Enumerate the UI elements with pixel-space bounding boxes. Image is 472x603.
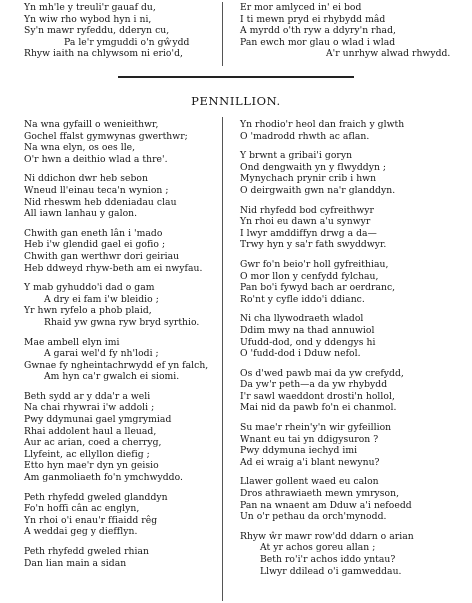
verse-line: A dry ei fam i'w bleidio ;	[44, 293, 159, 305]
verse-line: Yn rhoi o'i enau'r ffiaidd rêg	[24, 514, 158, 526]
verse-line: Na chai rhywrai i'w addoli ;	[24, 402, 155, 414]
verse-line: Sy'n mawr ryfeddu, dderyn cu,	[24, 25, 170, 37]
verse-line: Am ganmoliaeth fo'n ymchwyddo.	[24, 472, 183, 484]
verse-line: Heb i'w glendid gael ei gofio ;	[24, 239, 166, 251]
verse-line: Y mab gyhuddo'i dad o gam	[24, 282, 155, 294]
verse-line: Yn rhoi eu dawn a'u synwyr	[240, 216, 371, 228]
verse-line: Yn mh'le y treuli'r gauaf du,	[24, 2, 156, 13]
verse-line: Rhai addolent haul a lleuad,	[24, 425, 157, 437]
verse-line: Llwyr ddilead o'i gamweddau.	[260, 565, 402, 577]
stanza-gap	[24, 383, 208, 391]
stanza-gap	[24, 484, 208, 492]
verse-line: Gochel ffalst gymwynas gwerthwr;	[24, 130, 188, 142]
top-right-stanza	[240, 2, 450, 60]
verse-line: Chwith gan eneth lân i 'mado	[24, 227, 163, 239]
verse-line: Ro'nt y cyfle iddo'i ddianc.	[240, 293, 365, 305]
right-column	[240, 119, 414, 577]
verse-line: A myrdd o'th ryw a ddyry'n rhad,	[240, 25, 396, 37]
verse-line: O mor llon y cenfydd fylchau,	[240, 270, 379, 282]
verse-line: Mae ambell elyn imi	[24, 336, 120, 348]
verse-line: Am hyn ca'r gwalch ei siomi.	[44, 371, 180, 383]
verse-line: Ad ei wraig a'i blant newynu?	[240, 456, 380, 468]
stanza-gap	[24, 329, 208, 337]
verse-line: Wneud ll'einau teca'n wynion ;	[24, 184, 169, 196]
verse-line: Pan na wnaent am Dduw a'i nefoedd	[240, 499, 412, 511]
section-rule	[118, 76, 354, 78]
verse-line: All iawn lanhau y galon.	[24, 208, 138, 220]
stanza-gap	[24, 274, 208, 282]
verse-line: Chwith gan werthwr dori geiriau	[24, 250, 180, 262]
verse-line: Y brwnt a gribai'i goryn	[240, 150, 353, 162]
verse-line: I ti mewn pryd ei rhybydd mâd	[240, 13, 386, 25]
verse-line: Dan lian main a sidan	[24, 557, 127, 569]
verse-line: Ddim mwy na thad annuwiol	[240, 324, 375, 336]
verse-line: Su mae'r rhein'y'n wir gyfeillion	[240, 422, 392, 434]
verse-line: Etto hyn mae'r dyn yn geisio	[24, 460, 159, 472]
verse-line: Da yw'r peth—a da yw rhybydd	[240, 379, 388, 391]
verse-line: A weddai geg y diefflyn.	[24, 526, 138, 538]
verse-line: Yr hwn ryfelo a phob plaid,	[24, 305, 152, 317]
verse-line: Llawer gollent waed eu calon	[240, 476, 379, 488]
section-title: PENNILLION.	[191, 94, 281, 108]
verse-line: Peth rhyfedd gweled rhian	[24, 546, 150, 557]
stanza-gap	[240, 251, 414, 259]
verse-line: At yr achos goreu allan ;	[260, 542, 376, 554]
verse-line: Pwy ddymuna iechyd imi	[240, 445, 358, 457]
stanza-gap	[24, 220, 208, 228]
verse-line: Pwy ddymunai gael ymgrymiad	[24, 414, 172, 426]
verse-line: Pan bo'i fywyd bach ar oerdranc,	[240, 282, 396, 294]
verse-line: Er mor amlyced in' ei bod	[240, 2, 362, 13]
stanza-gap	[240, 305, 414, 313]
verse-line: Rhyw ŵr mawr row'dd ddarn o arian	[240, 530, 414, 542]
verse-line: Un o'r pethau da orch'mynodd.	[240, 511, 387, 523]
verse-line: Na wna elyn, os oes lle,	[24, 142, 136, 154]
verse-line: Rhyw iaith na chlywsom ni erio'd,	[24, 48, 183, 60]
verse-line: Peth rhyfedd gweled glanddyn	[24, 491, 168, 503]
verse-line: I'r sawl waeddont drosti'n hollol,	[240, 390, 395, 402]
verse-line: Ond dengwaith yn y flwyddyn ;	[240, 161, 387, 173]
top-left-stanza	[24, 2, 189, 60]
verse-line: Gwr fo'n beio'r holl gyfreithiau,	[240, 258, 389, 270]
stanza-gap	[24, 165, 208, 173]
verse-line: Nid rheswm heb ddeniadau clau	[24, 196, 177, 208]
verse-line: O 'madrodd rhwth ac aflan.	[240, 130, 370, 142]
verse-line: A'r unrhyw alwad rhwydd.	[326, 48, 451, 60]
column-divider-top	[222, 2, 223, 66]
verse-line: Heb ddweyd rhyw-beth am ei nwyfau.	[24, 262, 203, 274]
verse-line: Rhaid yw gwna ryw bryd syrthio.	[44, 316, 200, 328]
verse-line: Nid rhyfedd bod cyfreithwyr	[240, 204, 374, 216]
left-column	[24, 119, 208, 569]
verse-line: O deirgwaith gwn na'r glanddyn.	[240, 184, 396, 196]
verse-line: Na wna gyfaill o wenieithwr,	[24, 119, 159, 130]
verse-line: Pan ewch mor glau o wlad i wlad	[240, 36, 396, 48]
verse-line: Fo'n hoffi cân ac englyn,	[24, 503, 140, 515]
verse-line: I lwyr amddiffyn drwg a da—	[240, 227, 377, 239]
verse-line: Trwy hyn y sa'r fath swyddwyr.	[240, 239, 387, 251]
stanza-gap	[240, 523, 414, 531]
stanza-gap	[240, 360, 414, 368]
verse-line: Ufudd-dod, ond y ddengys hi	[240, 336, 376, 348]
verse-line: Os d'wed pawb mai da yw crefydd,	[240, 367, 404, 379]
verse-line: Yn rhodio'r heol dan fraich y glwth	[240, 119, 405, 130]
column-divider	[222, 117, 223, 601]
verse-line: Dros athrawiaeth mewn ymryson,	[240, 488, 400, 500]
stanza-gap	[240, 414, 414, 422]
stanza-gap	[24, 538, 208, 546]
verse-line: Mynychach prynir crib i hwn	[240, 173, 377, 185]
stanza-gap	[240, 197, 414, 205]
verse-line: Mai nid da pawb fo'n ei chanmol.	[240, 402, 397, 414]
verse-line: Ni ddichon dwr heb sebon	[24, 173, 148, 185]
verse-line: Gwnae fy ngheintachrwydd ef yn falch,	[24, 359, 209, 371]
verse-line: O'r hwn a deithio wlad a thre'.	[24, 153, 168, 165]
verse-line: Beth sydd ar y dda'r a weli	[24, 390, 151, 402]
verse-line: Beth ro'i'r achos iddo yntau?	[260, 554, 396, 565]
verse-line: Llyfeint, ac ellyllon diefig ;	[24, 448, 150, 460]
verse-line: Wnant eu tai yn ddigysuron ?	[240, 433, 379, 445]
verse-line: Pa le'r ymguddi o'n gŵydd	[64, 36, 190, 48]
verse-line: A garai wel'd fy nh'lodi ;	[44, 348, 159, 360]
verse-line: Yn wiw rho wybod hyn i ni,	[24, 13, 152, 25]
stanza-gap	[240, 142, 414, 150]
verse-line: Aur ac arian, coed a cherryg,	[24, 437, 162, 449]
verse-line: O 'fudd-dod i Dduw nefol.	[240, 348, 361, 360]
stanza-gap	[240, 468, 414, 476]
verse-line: Ni cha llywodraeth wladol	[240, 313, 364, 325]
